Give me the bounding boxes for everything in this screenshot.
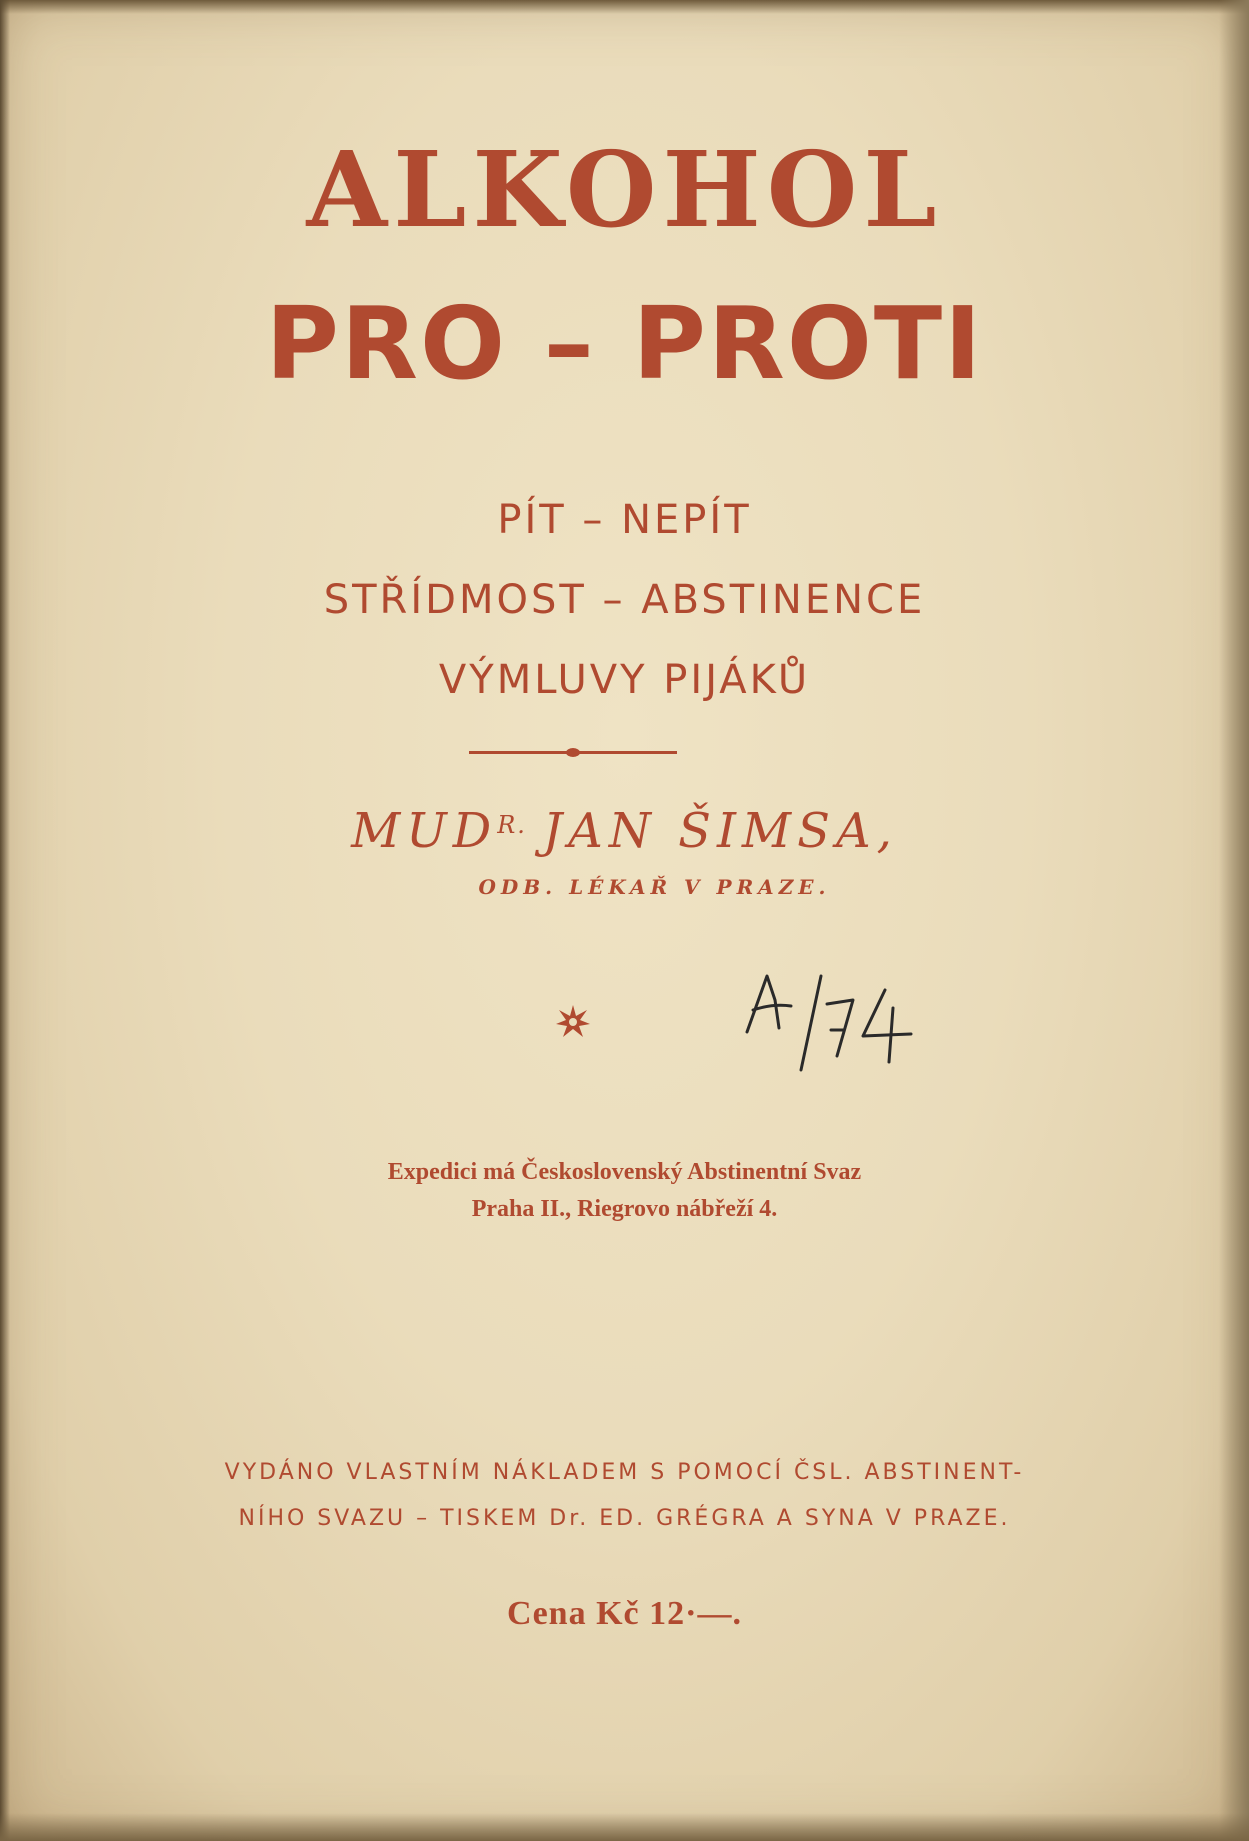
subtitle-line-3: VÝMLUVY PIJÁKŮ: [438, 657, 811, 703]
cover-edge-bottom: [0, 1813, 1249, 1841]
author-line: [0, 803, 1249, 859]
author-name: JAN ŠIMSA,: [542, 803, 898, 859]
cover-edge-top: [0, 0, 1249, 14]
author-prefix: MUD: [351, 803, 498, 859]
author-prefix-sup: R.: [497, 811, 527, 839]
price-label: Cena Kč 12·—.: [507, 1595, 742, 1632]
cover-edge-right: [1219, 0, 1249, 1841]
expedition-line-1: Expedici má Československý Abstinentní Svaz: [387, 1159, 862, 1185]
title-line-2: PRO – PROTI: [265, 285, 984, 402]
publisher-line-1: VYDÁNO VLASTNÍM NÁKLADEM S POMOCÍ ČSL. ABSTINENT-: [224, 1460, 1025, 1485]
ornamental-rule: [469, 751, 677, 754]
handwritten-note: [735, 970, 925, 1080]
subtitle-line-1: PÍT – NEPÍT: [497, 497, 752, 543]
author-title: ODB. LÉKAŘ V PRAZE.: [478, 875, 831, 899]
show-through-texture: [0, 930, 1249, 1000]
title-line-1: ALKOHOL: [306, 128, 943, 251]
star-ornament-icon: [555, 1004, 591, 1040]
publisher-line-2: NÍHO SVAZU – TISKEM Dr. ED. GRÉGRA A SYNA V PRAZE.: [238, 1506, 1011, 1531]
subtitle-line-2: STŘÍDMOST – ABSTINENCE: [323, 577, 926, 623]
expedition-line-2: Praha II., Riegrovo nábřeží 4.: [471, 1196, 778, 1222]
cover-edge-left: [0, 0, 10, 1841]
